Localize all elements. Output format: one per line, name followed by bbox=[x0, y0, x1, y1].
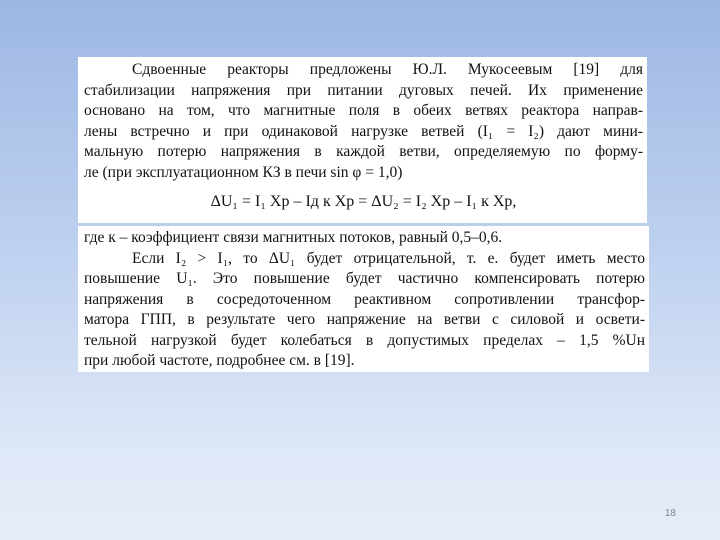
text-line: тельной нагрузкой будет колебаться в допустимых пределах – 1,5 %Uн bbox=[84, 331, 645, 349]
formula-voltage-loss: ΔU₁ = I₁ Xр – Iд к Xр = ΔU₂ = I₂ Xр – I₁ к Xр, bbox=[210, 193, 517, 210]
text-line: основано на том, что магнитные поля в обеих ветвях реактора направ- bbox=[84, 102, 643, 119]
text-line: Сдвоенные реакторы предложены Ю.Л. Мукосеевым [19] для bbox=[132, 61, 643, 78]
text-line: напряжения в сосредоточенном реактивном сопротивлении трансфор- bbox=[84, 290, 645, 308]
text-line: матора ГПП, в результате чего напряжение на ветви с силовой и освети- bbox=[84, 311, 645, 328]
text-line: при любой частоте, подробнее см. в [19]. bbox=[84, 352, 355, 369]
text-line: мальную потерю напряжения в каждой ветви, определяемую по форму- bbox=[84, 143, 643, 160]
text-line: ле (при эксплуатационном КЗ в печи sin φ = 1,0) bbox=[84, 163, 403, 181]
text-line: лены встречно и при одинаковой нагрузке ветвей (I₁ = I₂) дают мини- bbox=[84, 122, 643, 140]
text-line: стабилизации напряжения при питании дуговых печей. Их применение bbox=[84, 81, 643, 99]
paragraph-coefficient bbox=[84, 228, 645, 372]
paragraph-reactors bbox=[84, 60, 643, 183]
text-line: повышение U₁. Это повышение будет частично компенсировать потерю bbox=[84, 270, 645, 287]
scanned-text-fragment-bottom bbox=[78, 226, 649, 372]
scanned-text-fragment-top bbox=[78, 57, 647, 223]
page-number: 18 bbox=[664, 508, 676, 519]
text-line: где к – коэффициент связи магнитных потоков, равный 0,5–0,6. bbox=[84, 229, 503, 246]
text-line: Если I₂ > I₁, то ΔU₁ будет отрицательной, т. е. будет иметь место bbox=[132, 249, 645, 267]
